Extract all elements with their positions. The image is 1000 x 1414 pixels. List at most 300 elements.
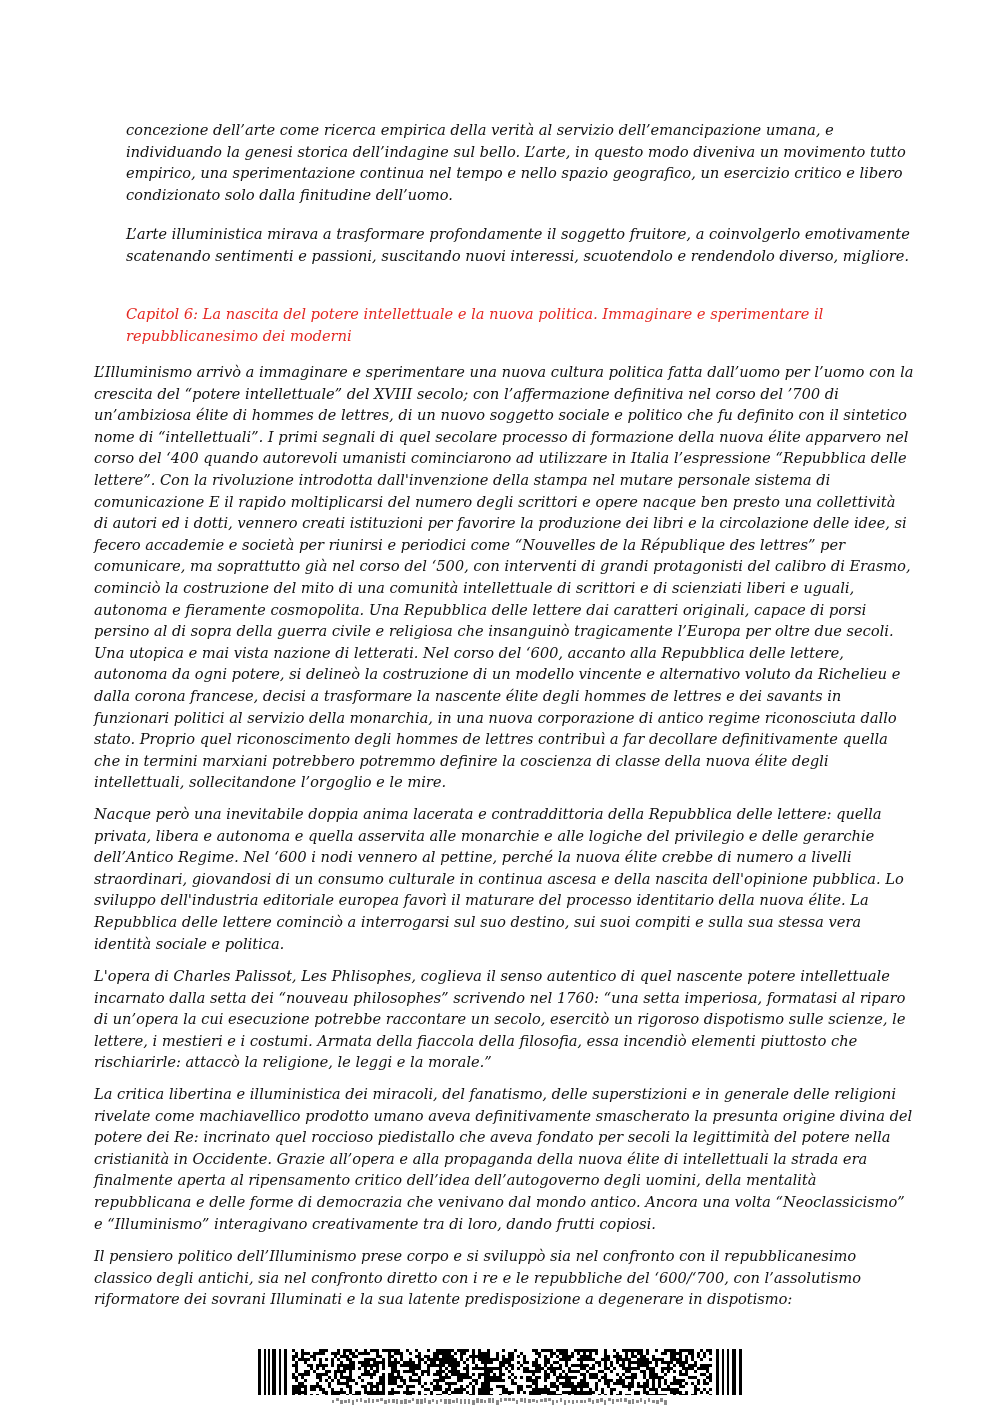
barcode-module [490, 1376, 493, 1379]
caption-glyph [452, 1400, 455, 1403]
barcode-module [412, 1370, 415, 1373]
barcode-module [451, 1364, 454, 1367]
barcode-module [418, 1355, 421, 1358]
barcode-module [430, 1364, 433, 1367]
barcode-module [319, 1364, 322, 1367]
barcode-module [484, 1382, 487, 1385]
barcode-module [370, 1373, 373, 1376]
barcode-module [460, 1355, 463, 1358]
barcode-module [550, 1385, 553, 1388]
barcode-module [652, 1379, 655, 1382]
barcode-module [529, 1370, 532, 1373]
barcode-module [571, 1355, 574, 1358]
barcode-module [661, 1370, 664, 1373]
barcode-module [613, 1355, 616, 1358]
barcode-module [355, 1382, 358, 1385]
barcode-module [643, 1376, 646, 1379]
barcode-module [643, 1361, 646, 1364]
barcode-module [292, 1373, 295, 1376]
barcode-module [709, 1376, 712, 1379]
barcode-module [427, 1364, 430, 1367]
caption-glyph [656, 1400, 659, 1404]
barcode-module [463, 1367, 466, 1370]
barcode-module [511, 1364, 514, 1367]
barcode-module [535, 1379, 538, 1382]
barcode-module [451, 1355, 454, 1358]
caption-glyph [600, 1398, 603, 1402]
barcode-module [484, 1388, 487, 1391]
caption-glyph [364, 1400, 367, 1403]
caption-glyph [488, 1398, 491, 1403]
barcode-module [691, 1349, 694, 1352]
caption-glyph [400, 1400, 403, 1404]
barcode-module [523, 1370, 526, 1373]
barcode-module [478, 1349, 481, 1352]
barcode-module [370, 1382, 373, 1385]
barcode-module [604, 1382, 607, 1385]
barcode-module [643, 1364, 646, 1367]
barcode-module [676, 1379, 679, 1382]
barcode-module [568, 1376, 571, 1379]
barcode-module [637, 1361, 640, 1364]
barcode-module [376, 1349, 379, 1352]
barcode-module [319, 1373, 322, 1376]
barcode-module [646, 1352, 649, 1355]
barcode-module [511, 1382, 514, 1385]
barcode-module [397, 1352, 400, 1355]
barcode-module [442, 1379, 445, 1382]
barcode-module [667, 1385, 670, 1388]
barcode-module [298, 1394, 301, 1395]
barcode-module [652, 1358, 655, 1361]
barcode-module [535, 1370, 538, 1373]
barcode-module [664, 1379, 667, 1382]
barcode-module [655, 1376, 658, 1379]
barcode-module [673, 1382, 676, 1385]
barcode-module [700, 1373, 703, 1376]
barcode-module [355, 1349, 358, 1352]
barcode-module [394, 1376, 397, 1379]
barcode-module [433, 1358, 436, 1361]
caption-glyph [636, 1400, 639, 1403]
barcode-module [445, 1373, 448, 1376]
barcode-module [502, 1379, 505, 1382]
barcode-module [415, 1367, 418, 1370]
barcode-module [451, 1349, 454, 1352]
barcode-module [313, 1352, 316, 1355]
barcode-module [301, 1391, 304, 1394]
barcode-module [589, 1373, 592, 1376]
barcode-module [313, 1355, 316, 1358]
barcode-module [562, 1355, 565, 1358]
barcode-module [436, 1373, 439, 1376]
caption-glyph [336, 1398, 339, 1401]
barcode-module [722, 1349, 724, 1395]
barcode-module [568, 1379, 571, 1382]
barcode-module [550, 1352, 553, 1355]
barcode-module [415, 1373, 418, 1376]
barcode-module [700, 1358, 703, 1361]
barcode-module [391, 1373, 394, 1376]
barcode-module [349, 1388, 352, 1391]
barcode-module [430, 1382, 433, 1385]
barcode-module [367, 1364, 370, 1367]
barcode-module [418, 1361, 421, 1364]
caption-glyph [632, 1399, 634, 1404]
barcode-module [400, 1358, 403, 1361]
barcode-module [388, 1349, 391, 1352]
barcode-module [499, 1370, 502, 1373]
barcode-module [586, 1349, 589, 1352]
barcode-module [445, 1367, 448, 1370]
barcode-module [505, 1361, 508, 1364]
barcode-module [439, 1349, 442, 1352]
barcode-module [571, 1364, 574, 1367]
barcode-module [325, 1391, 328, 1394]
barcode-module [376, 1361, 379, 1364]
barcode-module [547, 1376, 550, 1379]
barcode-module [451, 1373, 454, 1376]
barcode-module [388, 1376, 391, 1379]
barcode-module [586, 1358, 589, 1361]
barcode-module [454, 1358, 457, 1361]
barcode-module [370, 1385, 373, 1388]
barcode-module [607, 1358, 610, 1361]
barcode-module [514, 1349, 517, 1352]
barcode-module [589, 1388, 592, 1391]
barcode-module [550, 1349, 553, 1352]
barcode-module [373, 1349, 376, 1352]
barcode-module [442, 1376, 445, 1379]
barcode-module [448, 1355, 451, 1358]
barcode-module [499, 1379, 502, 1382]
barcode-module [328, 1370, 331, 1373]
barcode-module [625, 1355, 628, 1358]
caption-glyph [564, 1400, 566, 1405]
barcode-module [658, 1358, 661, 1361]
caption-glyph [332, 1400, 334, 1403]
barcode-module [646, 1379, 649, 1382]
barcode-module [658, 1382, 661, 1385]
barcode-module [703, 1367, 706, 1370]
barcode-module [331, 1379, 334, 1382]
barcode-module [538, 1367, 541, 1370]
barcode-module [424, 1388, 427, 1391]
barcode-module [703, 1382, 706, 1385]
barcode-module [472, 1373, 475, 1376]
barcode-module [508, 1358, 511, 1361]
barcode-module [391, 1364, 394, 1367]
barcode-module [301, 1358, 304, 1361]
barcode-module [679, 1370, 682, 1373]
barcode-module [556, 1367, 559, 1370]
barcode-module [589, 1352, 592, 1355]
barcode-module [577, 1382, 580, 1385]
barcode-module [307, 1370, 310, 1373]
barcode-module [529, 1376, 532, 1379]
barcode-module [535, 1382, 538, 1385]
barcode-module [436, 1352, 439, 1355]
barcode-module [562, 1352, 565, 1355]
barcode-module [337, 1370, 340, 1373]
barcode-module [376, 1355, 379, 1358]
barcode-module [376, 1385, 379, 1388]
barcode-module [631, 1352, 634, 1355]
barcode-module [364, 1364, 367, 1367]
barcode-module [388, 1379, 391, 1382]
barcode-module [616, 1382, 619, 1385]
barcode-module [358, 1361, 361, 1364]
barcode-module [352, 1352, 355, 1355]
barcode-module [526, 1361, 529, 1364]
barcode-module [499, 1376, 502, 1379]
barcode-module [346, 1349, 349, 1352]
barcode-module [547, 1358, 550, 1361]
barcode-module [481, 1373, 484, 1376]
barcode-module [670, 1352, 673, 1355]
barcode-module [313, 1385, 316, 1388]
barcode-module [388, 1382, 391, 1385]
barcode-module [604, 1355, 607, 1358]
barcode-module [310, 1355, 313, 1358]
barcode-module [388, 1358, 391, 1361]
barcode-module [679, 1379, 682, 1382]
barcode-module [478, 1352, 481, 1355]
barcode-module [292, 1355, 295, 1358]
caption-glyph [480, 1399, 483, 1403]
barcode-module [655, 1361, 658, 1364]
barcode-module [679, 1394, 682, 1395]
barcode-module [448, 1376, 451, 1379]
barcode-module [658, 1376, 661, 1379]
barcode-module [646, 1367, 649, 1370]
barcode-module [439, 1352, 442, 1355]
barcode-module [583, 1373, 586, 1376]
barcode-module [295, 1388, 298, 1391]
barcode-module [610, 1364, 613, 1367]
barcode-module [316, 1394, 319, 1395]
barcode-module [328, 1382, 331, 1385]
barcode-module [640, 1361, 643, 1364]
barcode-module [535, 1385, 538, 1388]
caption-glyph [460, 1399, 462, 1404]
barcode-module [682, 1361, 685, 1364]
barcode-module [517, 1385, 520, 1388]
barcode-module [313, 1358, 316, 1361]
barcode-module [580, 1373, 583, 1376]
barcode-module [415, 1364, 418, 1367]
barcode-module [331, 1388, 334, 1391]
barcode-module [652, 1373, 655, 1376]
barcode-module [487, 1373, 490, 1376]
barcode-module [499, 1364, 502, 1367]
barcode-module [406, 1385, 409, 1388]
barcode-module [295, 1367, 298, 1370]
barcode-module [284, 1349, 287, 1395]
barcode-module [304, 1379, 307, 1382]
barcode-module [640, 1349, 643, 1352]
barcode-module [454, 1373, 457, 1376]
barcode-module [532, 1364, 535, 1367]
barcode-module [580, 1382, 583, 1385]
barcode-module [346, 1355, 349, 1358]
barcode-module [544, 1358, 547, 1361]
barcode-module [460, 1349, 463, 1352]
barcode-module [673, 1364, 676, 1367]
barcode-module [631, 1382, 634, 1385]
barcode-module [361, 1352, 364, 1355]
barcode-module [295, 1385, 298, 1388]
barcode-module [463, 1352, 466, 1355]
barcode-module [457, 1364, 460, 1367]
barcode-module [403, 1364, 406, 1367]
barcode-module [463, 1349, 466, 1352]
caption-glyph [444, 1399, 447, 1404]
barcode-module [301, 1376, 304, 1379]
barcode-module [361, 1364, 364, 1367]
barcode-module [316, 1352, 319, 1355]
barcode-module [565, 1382, 568, 1385]
barcode-module [709, 1358, 712, 1361]
barcode-module [370, 1358, 373, 1361]
barcode-module [535, 1364, 538, 1367]
barcode-module [364, 1385, 367, 1388]
barcode-module [685, 1355, 688, 1358]
barcode-module [484, 1352, 487, 1355]
barcode-module [559, 1382, 562, 1385]
barcode-module [298, 1388, 301, 1391]
barcode-module [604, 1361, 607, 1364]
barcode-module [649, 1361, 652, 1364]
barcode-module [634, 1361, 637, 1364]
barcode-module [418, 1367, 421, 1370]
barcode-module [697, 1367, 700, 1370]
barcode-module [544, 1385, 547, 1388]
barcode-module [658, 1385, 661, 1388]
barcode-module [412, 1364, 415, 1367]
barcode-module [716, 1349, 719, 1395]
barcode-module [655, 1373, 658, 1376]
barcode-module [631, 1376, 634, 1379]
barcode-module [568, 1355, 571, 1358]
barcode-module [664, 1349, 667, 1352]
barcode-module [409, 1379, 412, 1382]
barcode-module [589, 1367, 592, 1370]
caption-glyph [376, 1399, 379, 1402]
barcode-module [436, 1382, 439, 1385]
barcode-module [595, 1361, 598, 1364]
barcode-module [457, 1373, 460, 1376]
barcode-module [673, 1379, 676, 1382]
barcode-module [706, 1382, 709, 1385]
barcode-module [691, 1355, 694, 1358]
barcode-module [637, 1352, 640, 1355]
barcode-module [334, 1352, 337, 1355]
barcode-module [466, 1376, 469, 1379]
barcode-module [616, 1355, 619, 1358]
barcode-module [649, 1388, 652, 1391]
barcode-module [379, 1376, 382, 1379]
barcode-module [292, 1376, 295, 1379]
barcode-module [370, 1349, 373, 1352]
barcode-module [661, 1358, 664, 1361]
barcode-module [487, 1349, 490, 1352]
barcode-module [298, 1391, 301, 1394]
barcode-module [706, 1391, 709, 1394]
barcode-module [586, 1364, 589, 1367]
barcode-module [487, 1358, 490, 1361]
caption-glyph [504, 1398, 507, 1401]
barcode-module [310, 1367, 313, 1370]
barcode-module [499, 1361, 502, 1364]
barcode-module [268, 1349, 270, 1395]
barcode-module [694, 1361, 697, 1364]
barcode-module [346, 1379, 349, 1382]
barcode-module [406, 1349, 409, 1352]
caption-glyph [384, 1400, 387, 1404]
barcode-module [652, 1385, 655, 1388]
barcode-module [430, 1361, 433, 1364]
barcode-module [409, 1361, 412, 1364]
barcode-module [517, 1361, 520, 1364]
barcode-module [361, 1385, 364, 1388]
barcode-module [490, 1379, 493, 1382]
barcode-module [661, 1376, 664, 1379]
barcode-module [364, 1367, 367, 1370]
barcode-module [649, 1376, 652, 1379]
barcode-module [670, 1349, 673, 1352]
barcode-module [337, 1352, 340, 1355]
barcode-module [628, 1388, 631, 1391]
barcode-module [475, 1367, 478, 1370]
barcode-module [325, 1394, 328, 1395]
caption-glyph [356, 1399, 358, 1402]
barcode-module [565, 1361, 568, 1364]
barcode-module [562, 1358, 565, 1361]
caption-glyph [552, 1400, 554, 1405]
barcode-module [391, 1388, 394, 1391]
barcode-module [427, 1373, 430, 1376]
barcode-module [685, 1370, 688, 1373]
barcode-module [448, 1385, 451, 1388]
barcode-module [388, 1361, 391, 1364]
barcode-module [694, 1376, 697, 1379]
paragraph-art-illuminist [126, 224, 916, 267]
barcode-module [628, 1367, 631, 1370]
barcode-module [499, 1373, 502, 1376]
caption-glyph [472, 1400, 475, 1405]
barcode-module [664, 1367, 667, 1370]
barcode-module [508, 1355, 511, 1358]
barcode-module [298, 1358, 301, 1361]
barcode-module [580, 1358, 583, 1361]
barcode-module [352, 1355, 355, 1358]
barcode-module [487, 1370, 490, 1373]
barcode-module [502, 1364, 505, 1367]
barcode-module [352, 1364, 355, 1367]
barcode-module [616, 1358, 619, 1361]
barcode-module [316, 1373, 319, 1376]
barcode-module [382, 1382, 385, 1385]
barcode-module [493, 1373, 496, 1376]
barcode-module [433, 1352, 436, 1355]
barcode-module [577, 1352, 580, 1355]
barcode-module [436, 1379, 439, 1382]
barcode-module [652, 1367, 655, 1370]
barcode-module [346, 1376, 349, 1379]
barcode-module [409, 1367, 412, 1370]
barcode-module [382, 1358, 385, 1361]
